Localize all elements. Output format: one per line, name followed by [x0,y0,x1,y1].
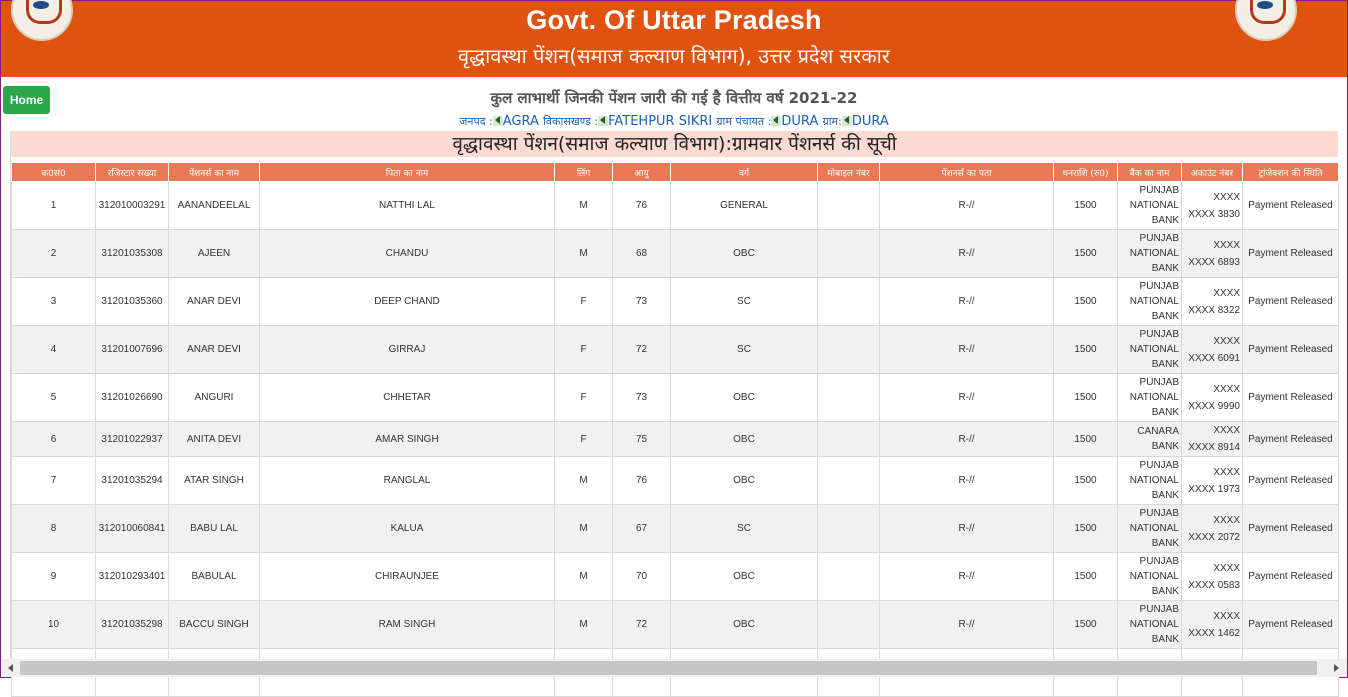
table-row [12,601,1339,649]
table-title: वृद्धावस्था पेंशन(समाज कल्याण विभाग):ग्रामवार पेंशनर्स की सूची [11,131,1338,157]
address-cell: R-// [880,230,1054,278]
column-header: बैंक का नाम [1118,163,1182,182]
bank-cell: PUNJAB NATIONAL BANK [1118,505,1182,553]
mobile-cell [818,278,880,326]
amount-cell: 1500 [1054,230,1118,278]
status-cell: Payment Released [1243,230,1339,278]
mobile-cell [818,505,880,553]
column-header: अकाउंट नंबर [1182,163,1243,182]
site-header [1,1,1347,77]
column-header: पेंशनर्स का नाम [169,163,260,182]
bank-cell: PUNJAB NATIONAL BANK [1118,601,1182,649]
age-cell: 76 [613,457,671,505]
table-row [12,326,1339,374]
amount-cell: 1500 [1054,553,1118,601]
gender-cell: F [555,326,613,374]
age-cell: 67 [613,505,671,553]
column-header: आयु [613,163,671,182]
address-cell: R-// [880,553,1054,601]
category-cell: SC [671,278,818,326]
father-name-cell: CHHETAR [260,374,555,422]
account-cell: XXXX XXXX 0583 [1182,553,1243,601]
account-cell: XXXX XXXX 8914 [1182,422,1243,457]
account-cell: XXXX XXXX 1462 [1182,601,1243,649]
registration-cell: 312010293401 [96,553,169,601]
registration-cell: 31201035360 [96,278,169,326]
table-row [12,182,1339,230]
bank-cell: PUNJAB NATIONAL BANK [1118,553,1182,601]
page-heading: कुल लाभार्थी जिनकी पेंशन जारी की गई है वित्तीय वर्ष 2021-22 [490,89,858,107]
column-header: क0सं0 [12,163,96,182]
status-cell: Payment Released [1243,553,1339,601]
address-cell: R-// [880,457,1054,505]
status-cell: Payment Released [1243,457,1339,505]
account-cell: XXXX XXXX 9990 [1182,374,1243,422]
status-cell: Payment Released [1243,278,1339,326]
bank-cell: PUNJAB NATIONAL BANK [1118,230,1182,278]
table-header-row [12,163,1339,182]
amount-cell: 1500 [1054,505,1118,553]
table-row [12,374,1339,422]
column-header: वर्ग [671,163,818,182]
breadcrumb [1,114,1347,129]
gender-cell: M [555,230,613,278]
father-name-cell: RAM SINGH [260,601,555,649]
breadcrumb-district-link[interactable]: AGRA [502,114,539,129]
status-cell: Payment Released [1243,505,1339,553]
serial-cell: 5 [12,374,96,422]
gender-cell: F [555,374,613,422]
father-name-cell: DEEP CHAND [260,278,555,326]
serial-cell: 10 [12,601,96,649]
registration-cell: 312010003291 [96,182,169,230]
address-cell: R-// [880,182,1054,230]
column-header: लिंग [555,163,613,182]
column-header: मोबाइल नंबर [818,163,880,182]
serial-cell: 8 [12,505,96,553]
mobile-cell [818,230,880,278]
pensioner-name-cell: AANANDEELAL [169,182,260,230]
table-body [12,182,1339,697]
bank-cell: PUNJAB NATIONAL BANK [1118,326,1182,374]
table-row [12,457,1339,505]
mobile-cell [818,553,880,601]
mobile-cell [818,422,880,457]
father-name-cell: RANGLAL [260,457,555,505]
account-cell: XXXX XXXX 6893 [1182,230,1243,278]
pensioner-name-cell: AJEEN [169,230,260,278]
amount-cell: 1500 [1054,457,1118,505]
triangle-left-icon [771,116,781,126]
table-row [12,505,1339,553]
breadcrumb-block-link[interactable]: FATEHPUR SIKRI [608,114,713,129]
triangle-left-icon [493,116,503,126]
pensioner-name-cell: BACCU SINGH [169,601,260,649]
column-header: पिता का नाम [260,163,555,182]
bank-cell: PUNJAB NATIONAL BANK [1118,182,1182,230]
panchayat-label: ग्राम पंचायत : [716,115,772,128]
gender-cell: M [555,553,613,601]
registration-cell: 31201035294 [96,457,169,505]
age-cell: 72 [613,601,671,649]
bank-cell: CANARA BANK [1118,422,1182,457]
pensioners-table-container [10,131,1338,659]
account-cell: XXXX XXXX 6091 [1182,326,1243,374]
gender-cell: M [555,505,613,553]
block-label: विकासखण्ड : [543,115,599,128]
table-row [12,422,1339,457]
scroll-right-icon[interactable] [1334,664,1339,672]
column-header: धनराशि (रु0) [1054,163,1118,182]
address-cell: R-// [880,326,1054,374]
status-cell: Payment Released [1243,326,1339,374]
home-button[interactable]: Home [3,86,50,114]
category-cell: OBC [671,601,818,649]
pensioner-name-cell: ANGURI [169,374,260,422]
pensioners-table [11,162,1339,697]
address-cell: R-// [880,505,1054,553]
registration-cell: 312010060841 [96,505,169,553]
bank-cell: PUNJAB NATIONAL BANK [1118,374,1182,422]
bank-cell: PUNJAB NATIONAL BANK [1118,278,1182,326]
pensioner-name-cell: ANITA DEVI [169,422,260,457]
amount-cell: 1500 [1054,278,1118,326]
registration-cell: 31201035298 [96,601,169,649]
pensioner-name-cell: BABULAL [169,553,260,601]
amount-cell: 1500 [1054,422,1118,457]
breadcrumb-panchayat-link[interactable]: DURA [781,114,819,129]
account-cell: XXXX XXXX 8322 [1182,278,1243,326]
age-cell: 76 [613,182,671,230]
registration-cell: 31201035308 [96,230,169,278]
gender-cell: M [555,182,613,230]
father-name-cell: GIRRAJ [260,326,555,374]
triangle-left-icon [598,116,608,126]
amount-cell: 1500 [1054,182,1118,230]
amount-cell: 1500 [1054,601,1118,649]
address-cell: R-// [880,422,1054,457]
category-cell: GENERAL [671,182,818,230]
father-name-cell: AMAR SINGH [260,422,555,457]
district-label: जनपद : [459,115,493,128]
table-row [12,230,1339,278]
scrollbar-thumb[interactable] [20,661,1317,675]
account-cell: XXXX XXXX 3830 [1182,182,1243,230]
status-cell: Payment Released [1243,422,1339,457]
father-name-cell: CHIRAUNJEE [260,553,555,601]
category-cell: OBC [671,553,818,601]
breadcrumb-village-link[interactable]: DURA [851,114,889,129]
registration-cell: 31201022937 [96,422,169,457]
serial-cell: 3 [12,278,96,326]
table-row [12,553,1339,601]
serial-cell: 4 [12,326,96,374]
mobile-cell [818,601,880,649]
status-cell: Payment Released [1243,182,1339,230]
serial-cell: 1 [12,182,96,230]
father-name-cell: NATTHI LAL [260,182,555,230]
father-name-cell: KALUA [260,505,555,553]
status-cell: Payment Released [1243,601,1339,649]
pensioner-name-cell: ANAR DEVI [169,326,260,374]
serial-cell: 7 [12,457,96,505]
age-cell: 73 [613,278,671,326]
age-cell: 73 [613,374,671,422]
gender-cell: F [555,278,613,326]
category-cell: OBC [671,457,818,505]
registration-cell: 31201026690 [96,374,169,422]
gender-cell: F [555,422,613,457]
gender-cell: M [555,601,613,649]
column-header: रजिस्टार सख्या [96,163,169,182]
category-cell: OBC [671,422,818,457]
age-cell: 72 [613,326,671,374]
triangle-left-icon [842,116,852,126]
amount-cell: 1500 [1054,374,1118,422]
age-cell: 68 [613,230,671,278]
serial-cell: 6 [12,422,96,457]
serial-cell: 2 [12,230,96,278]
category-cell: SC [671,505,818,553]
mobile-cell [818,326,880,374]
category-cell: OBC [671,230,818,278]
pensioner-name-cell: ATAR SINGH [169,457,260,505]
scroll-left-icon[interactable] [8,664,13,672]
address-cell: R-// [880,278,1054,326]
father-name-cell: CHANDU [260,230,555,278]
column-header: ट्रांजेक्शन की स्थिति [1243,163,1339,182]
amount-cell: 1500 [1054,326,1118,374]
site-subtitle: वृद्धावस्था पेंशन(समाज कल्याण विभाग), उत्तर प्रदेश सरकार [458,44,890,68]
address-cell: R-// [880,601,1054,649]
horizontal-scrollbar[interactable] [2,659,1347,677]
village-label: ग्राम: [822,115,842,128]
category-cell: OBC [671,374,818,422]
pensioner-name-cell: ANAR DEVI [169,278,260,326]
registration-cell: 31201007696 [96,326,169,374]
status-cell: Payment Released [1243,374,1339,422]
mobile-cell [818,457,880,505]
address-cell: R-// [880,374,1054,422]
account-cell: XXXX XXXX 1973 [1182,457,1243,505]
column-header: पेंशनर्स का पता [880,163,1054,182]
age-cell: 70 [613,553,671,601]
serial-cell: 9 [12,553,96,601]
mobile-cell [818,374,880,422]
bank-cell: PUNJAB NATIONAL BANK [1118,457,1182,505]
age-cell: 75 [613,422,671,457]
pensioner-name-cell: BABU LAL [169,505,260,553]
account-cell: XXXX XXXX 2072 [1182,505,1243,553]
category-cell: SC [671,326,818,374]
site-title: Govt. Of Uttar Pradesh [526,5,822,35]
gender-cell: M [555,457,613,505]
table-row [12,278,1339,326]
mobile-cell [818,182,880,230]
